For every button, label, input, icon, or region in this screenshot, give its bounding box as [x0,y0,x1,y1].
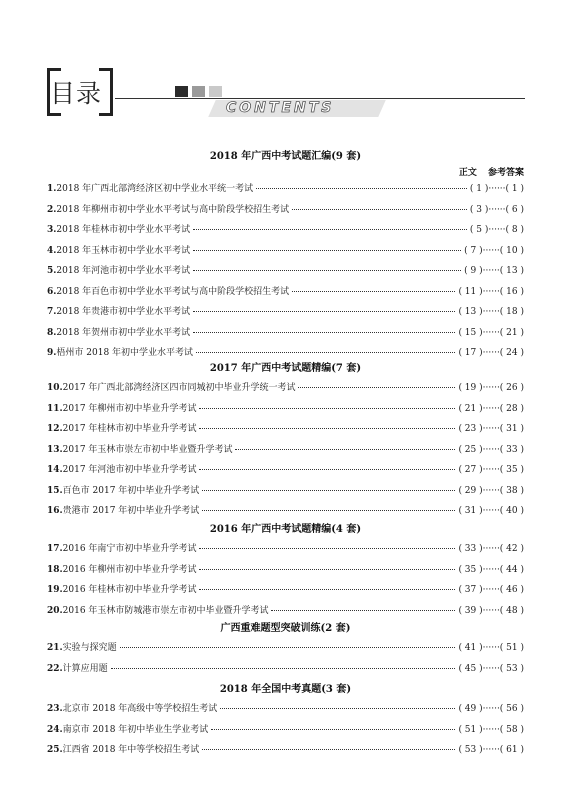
entry-pages: ( 23 )······( 31 ) [458,424,524,434]
dot-leader [193,249,461,251]
entry-title: 2018 年贺州市初中学业水平考试 [56,327,191,338]
entry-pages: ( 45 )······( 53 ) [458,663,524,674]
entry-title: 计算应用题 [62,663,108,674]
entry-pages: ( 1 )······( 1 ) [469,184,524,194]
entry-pages: ( 31 )······( 40 ) [458,506,524,516]
section-title: 2018 年广西中考试题汇编(9 套) [209,151,362,162]
toc-entry[interactable] [47,661,524,673]
dot-leader [220,707,455,709]
toc-entry[interactable] [47,304,524,316]
entry-number: 12. [47,424,63,434]
dot-leader [235,448,455,450]
dot-leader [202,509,455,511]
toc-entry[interactable] [47,325,524,337]
entry-pages: ( 35 )······( 44 ) [458,564,524,575]
entry-title: 2017 年桂林市初中毕业升学考试 [62,424,197,434]
entry-number: 14. [47,465,63,475]
entry-number: 17. [47,544,63,554]
entry-title: 2016 年玉林市防城港市崇左市初中毕业暨升学考试 [62,605,269,616]
dot-leader [111,667,456,669]
entry-number: 20. [47,605,63,616]
column-header-answer: 参考答案 [487,168,524,178]
entry-pages: ( 5 )······( 8 ) [469,225,524,235]
toc-entry[interactable] [47,701,524,713]
entry-number: 1. [47,184,57,194]
toc-entry[interactable] [47,742,524,754]
dot-leader [199,468,455,470]
toc-entry[interactable] [47,222,524,234]
entry-number: 10. [47,383,63,393]
entry-number: 7. [47,307,57,317]
dot-leader [193,331,455,333]
toc-entry[interactable] [47,380,524,392]
toc-entry[interactable] [47,401,524,413]
toc-entry[interactable] [47,562,524,574]
entry-title: 2016 年桂林市初中毕业升学考试 [62,585,197,595]
dot-leader [199,588,455,590]
entry-title: 2018 年玉林市初中学业水平考试 [56,245,191,256]
section-title: 2017 年广西中考试题精编(7 套) [209,363,362,374]
entry-title: 2017 年广西北部湾经济区四市同城初中毕业升学统一考试 [62,383,296,393]
column-header-text: 正文 [458,168,477,178]
dot-leader [193,228,467,230]
mulu-title: 目录 [50,79,103,108]
entry-title: 江西省 2018 年中等学校招生考试 [62,745,200,755]
entry-number: 13. [47,444,63,455]
entry-number: 23. [47,704,63,714]
dot-leader [292,290,455,292]
entry-title: 梧州市 2018 年初中学业水平考试 [56,348,194,358]
accent-square-1 [175,86,188,97]
dot-leader [202,489,455,491]
entry-number: 3. [47,225,57,235]
entry-pages: ( 3 )······( 6 ) [469,204,524,215]
entry-pages: ( 39 )······( 48 ) [458,605,524,616]
entry-title: 2018 年桂林市初中学业水平考试 [56,225,191,235]
dot-leader [271,609,455,611]
entry-title: 南京市 2018 年初中毕业生学业考试 [62,724,209,735]
entry-number: 16. [47,506,63,516]
toc-entry[interactable] [47,181,524,193]
entry-number: 21. [47,643,63,653]
entry-pages: ( 21 )······( 28 ) [458,403,524,414]
entry-number: 11. [47,403,63,414]
entry-pages: ( 41 )······( 51 ) [458,643,524,653]
entry-pages: ( 49 )······( 56 ) [458,704,524,714]
toc-header [0,0,571,135]
dot-leader [120,646,456,648]
entry-pages: ( 33 )······( 42 ) [458,544,524,554]
dot-leader [196,351,455,353]
header-rule [115,98,525,99]
toc-entry[interactable] [47,421,524,433]
toc-entry[interactable] [47,582,524,594]
toc-entry[interactable] [47,263,524,275]
entry-title: 2017 年柳州市初中毕业升学考试 [62,403,197,414]
entry-title: 2018 年河池市初中学业水平考试 [56,266,191,276]
entry-title: 百色市 2017 年初中毕业升学考试 [62,485,200,496]
entry-number: 2. [47,204,57,215]
entry-pages: ( 11 )······( 16 ) [458,286,524,297]
entry-number: 18. [47,564,63,575]
entry-pages: ( 19 )······( 26 ) [458,383,524,393]
section-title: 广西重难题型突破训练(2 套) [220,623,351,634]
entry-number: 8. [47,327,57,338]
dot-leader [199,427,455,429]
entry-number: 6. [47,286,57,297]
accent-square-3 [209,86,222,97]
toc-entry[interactable] [47,503,524,515]
entry-title: 2017 年玉林市崇左市初中毕业暨升学考试 [62,444,233,455]
entry-pages: ( 9 )······( 13 ) [464,266,524,276]
entry-title: 2018 年广西北部湾经济区初中学业水平统一考试 [56,184,254,194]
entry-title: 2016 年柳州市初中毕业升学考试 [62,564,197,575]
entry-title: 北京市 2018 年高级中等学校招生考试 [62,704,218,714]
entry-title: 2018 年柳州市初中学业水平考试与高中阶段学校招生考试 [56,204,290,215]
section-title: 2016 年广西中考试题精编(4 套) [209,524,362,535]
entry-number: 4. [47,245,57,256]
dot-leader [193,310,455,312]
entry-pages: ( 17 )······( 24 ) [458,348,524,358]
toc-entry[interactable] [47,640,524,652]
dot-leader [193,269,461,271]
toc-entry[interactable] [47,202,524,214]
dot-leader [256,187,467,189]
entry-pages: ( 37 )······( 46 ) [458,585,524,595]
contents-label: CONTENTS [226,100,335,116]
entry-number: 22. [47,663,63,674]
entry-pages: ( 51 )······( 58 ) [458,724,524,735]
section-title: 2018 年全国中考真题(3 套) [219,684,352,695]
toc-entry[interactable] [47,243,524,255]
dot-leader [298,386,455,388]
dot-leader [211,728,455,730]
entry-number: 25. [47,745,63,755]
toc-entry[interactable] [47,442,524,454]
accent-square-2 [192,86,205,97]
entry-title: 2018 年百色市初中学业水平考试与高中阶段学校招生考试 [56,286,290,297]
entry-number: 5. [47,266,57,276]
toc-entry[interactable] [47,722,524,734]
entry-title: 2016 年南宁市初中毕业升学考试 [62,544,197,554]
toc-entry[interactable] [47,541,524,553]
entry-number: 24. [47,724,63,735]
entry-number: 15. [47,485,63,496]
entry-number: 9. [47,348,57,358]
entry-title: 贵港市 2017 年初中毕业升学考试 [62,506,200,516]
entry-pages: ( 27 )······( 35 ) [458,465,524,475]
entry-pages: ( 15 )······( 21 ) [458,327,524,338]
entry-pages: ( 7 )······( 10 ) [464,245,524,256]
entry-pages: ( 13 )······( 18 ) [458,307,524,317]
entry-title: 2017 年河池市初中毕业升学考试 [62,465,197,475]
toc-entry[interactable] [47,345,524,357]
toc-entry[interactable] [47,483,524,495]
toc-entry[interactable] [47,603,524,615]
dot-leader [199,547,455,549]
entry-number: 19. [47,585,63,595]
column-headers [451,165,524,178]
entry-pages: ( 29 )······( 38 ) [458,485,524,496]
dot-leader [292,208,467,210]
toc-entry[interactable] [47,462,524,474]
dot-leader [199,568,455,570]
dot-leader [202,748,455,750]
dot-leader [199,407,455,409]
entry-title: 实验与探究题 [62,643,117,653]
entry-pages: ( 53 )······( 61 ) [458,745,524,755]
toc-entry[interactable] [47,284,524,296]
entry-pages: ( 25 )······( 33 ) [458,444,524,455]
entry-title: 2018 年贵港市初中学业水平考试 [56,307,191,317]
